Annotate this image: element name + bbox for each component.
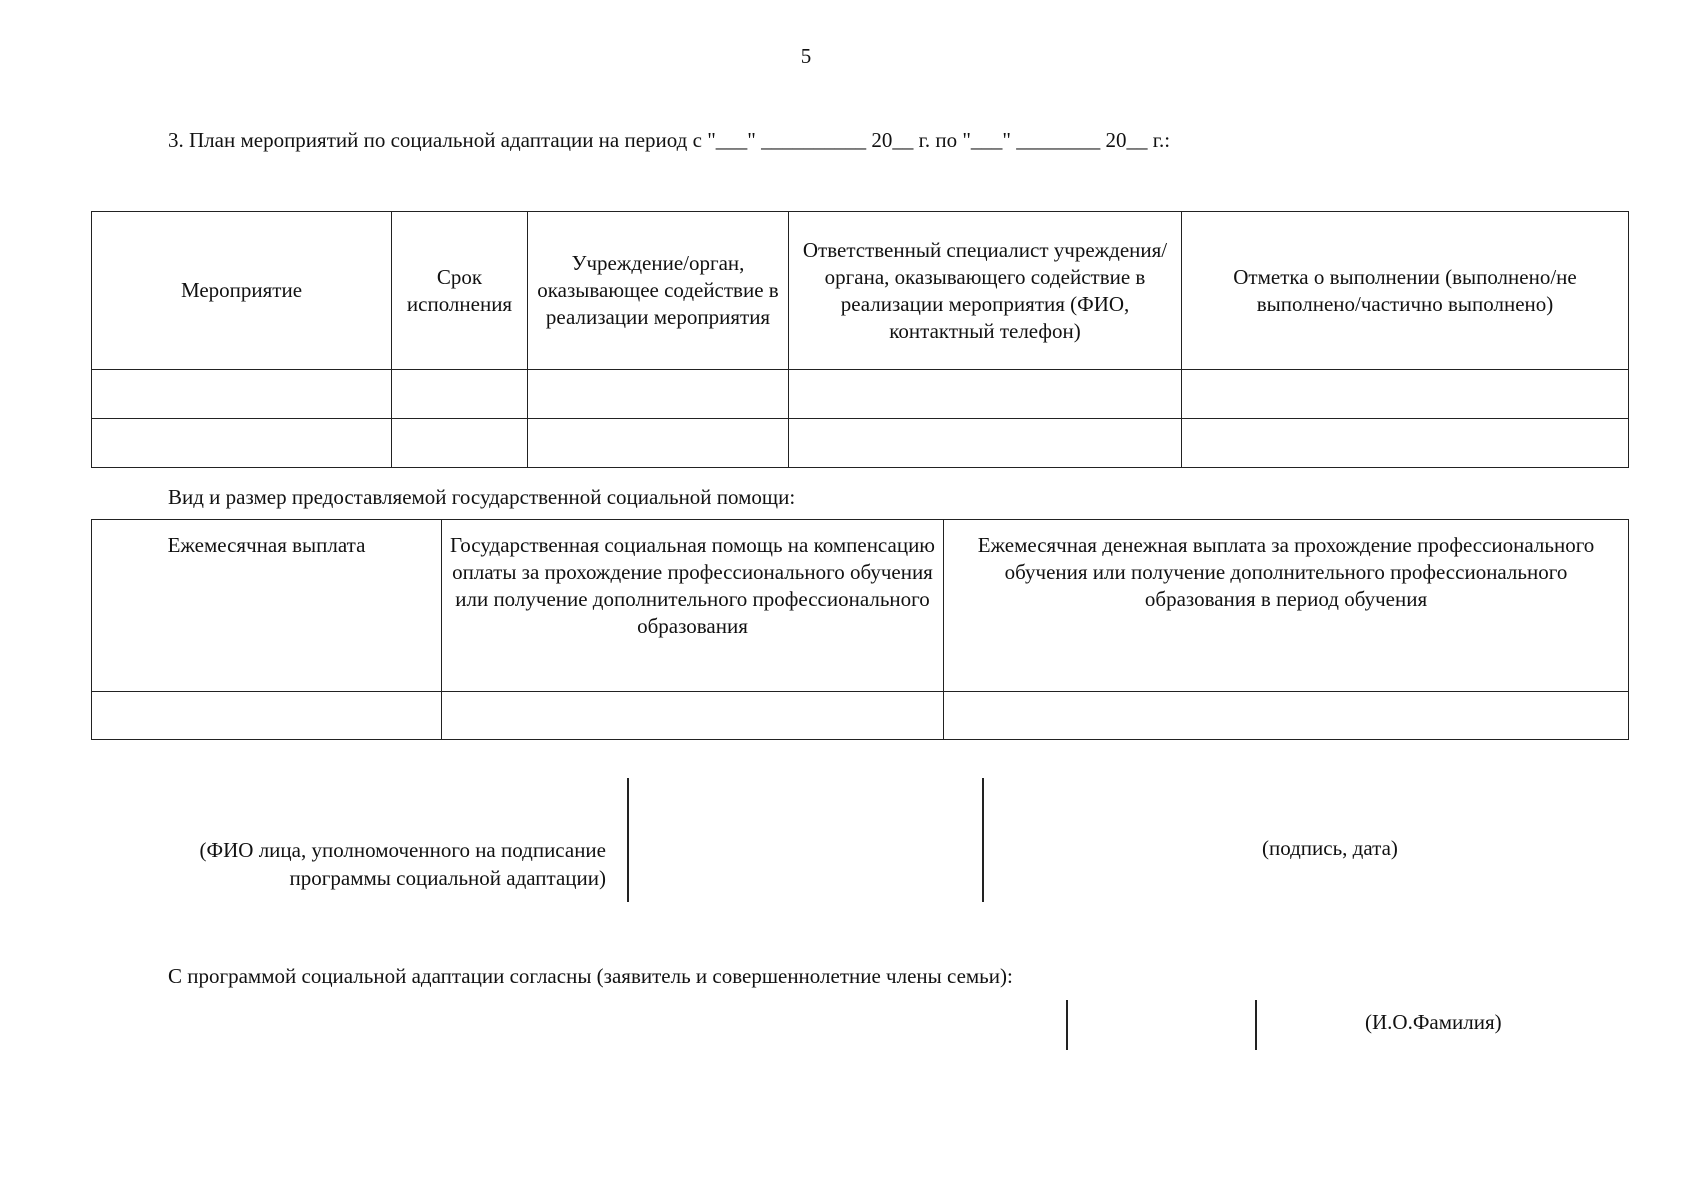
table-cell — [789, 370, 1182, 419]
consent-text: С программой социальной адаптации согласны (заявитель и совершеннолетние члены семьи): — [168, 964, 1013, 988]
table-cell — [92, 419, 392, 468]
plan-header-deadline: Срок исполнения — [392, 212, 528, 370]
signature-divider-left — [627, 778, 629, 902]
table-cell — [442, 692, 944, 740]
table-cell — [92, 692, 442, 740]
table-cell — [1182, 419, 1629, 468]
signature-divider-right — [982, 778, 984, 902]
plan-heading: 3. План мероприятий по социальной адаптации на период с "___" __________ 20__ г. по "___" ________ 20__ г.: — [168, 128, 1171, 152]
table-row — [92, 692, 1629, 740]
consent-divider-right — [1255, 1000, 1257, 1050]
plan-header-event: Мероприятие — [92, 212, 392, 370]
table-cell — [528, 370, 789, 419]
table-cell — [92, 370, 392, 419]
table-cell — [392, 419, 528, 468]
table-cell — [789, 419, 1182, 468]
aid-header-training-payment: Ежемесячная денежная выплата за прохождение профессионального обучения или получение дополнительного профессионального образования в период обучения — [944, 520, 1629, 692]
name-label: (И.О.Фамилия) — [1365, 1010, 1502, 1034]
aid-caption: Вид и размер предоставляемой государственной социальной помощи: — [168, 485, 796, 509]
table-cell — [944, 692, 1629, 740]
plan-table — [91, 211, 1629, 468]
plan-header-row — [92, 212, 1629, 370]
plan-header-responsible: Ответственный специалист учреждения/органа, оказывающего содействие в реализации мероприятия (ФИО, контактный телефон) — [789, 212, 1182, 370]
plan-header-institution: Учреждение/орган, оказывающее содействие в реализации мероприятия — [528, 212, 789, 370]
page-number: 5 — [800, 44, 812, 68]
aid-header-monthly-payment: Ежемесячная выплата — [92, 520, 442, 692]
signature-date-label: (подпись, дата) — [1262, 836, 1398, 860]
table-row — [92, 419, 1629, 468]
aid-table — [91, 519, 1629, 740]
aid-header-compensation: Государственная социальная помощь на компенсацию оплаты за прохождение профессионального обучения или получение дополнительного профессионального образования — [442, 520, 944, 692]
consent-divider-left — [1066, 1000, 1068, 1050]
aid-header-row — [92, 520, 1629, 692]
table-cell — [392, 370, 528, 419]
table-cell — [528, 419, 789, 468]
plan-header-completion: Отметка о выполнении (выполнено/не выполнено/частично выполнено) — [1182, 212, 1629, 370]
table-cell — [1182, 370, 1629, 419]
authorized-person-label: (ФИО лица, уполномоченного на подписание программы социальной адаптации) — [199, 838, 606, 890]
table-row — [92, 370, 1629, 419]
